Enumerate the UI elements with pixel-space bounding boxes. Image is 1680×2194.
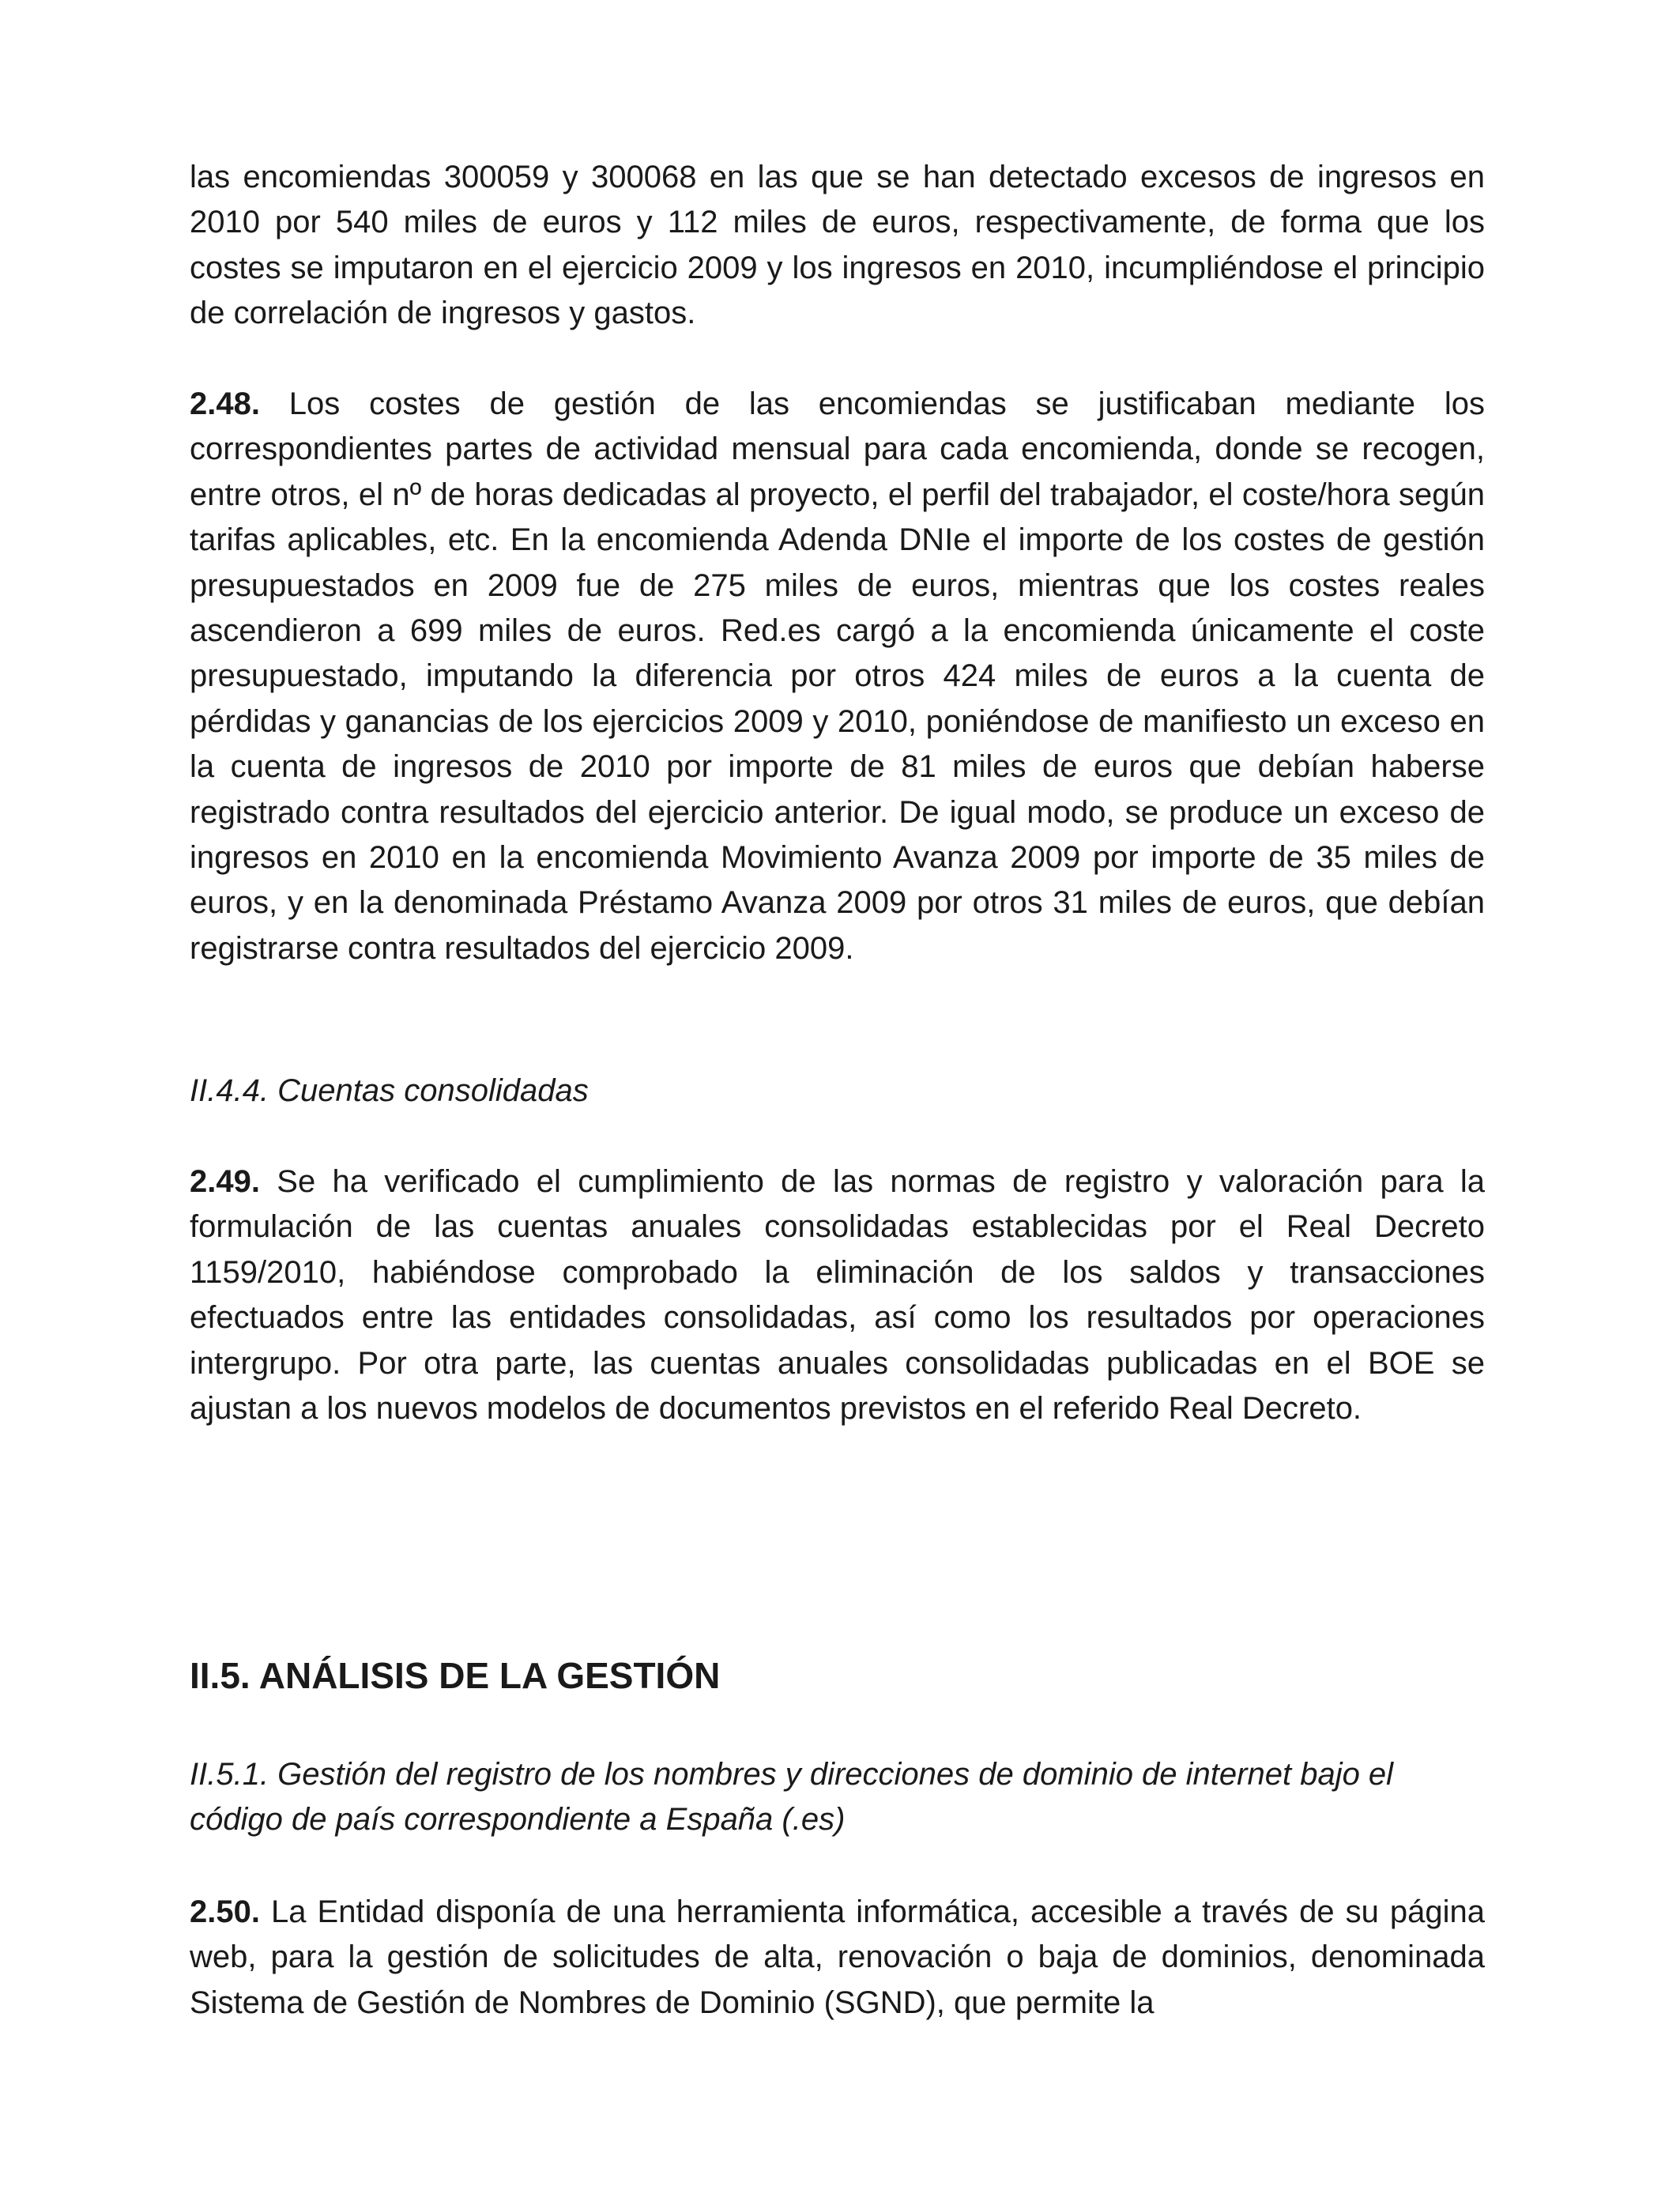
paragraph-intro [190,155,1485,337]
subsection-heading-ii-5-1: II.5.1. Gestión del registro de los nombres y direcciones de dominio de internet bajo el código de país correspondiente a España (.es) [190,1757,1394,1838]
paragraph-number: 2.50. [190,1894,260,1929]
paragraph-text: Los costes de gestión de las encomiendas se justificaban mediante los correspondientes partes de actividad mensual para cada encomienda, donde se recogen, entre otros, el nº de horas dedicadas al proyecto, el perfil del trabajador, el coste/hora según tarifas aplicables, etc. En la encomienda Adenda DNIe el importe de los costes de gestión presupuestados en 2009 fue de 275 miles de euros, mientras que los costes reales ascendieron a 699 miles de euros. Red.es cargó a la encomienda únicamente el coste presupuestado, imputando la diferencia por otros 424 miles de euros a la cuenta de pérdidas y ganancias de los ejercicios 2009 y 2010, poniéndose de manifiesto un exceso en la cuenta de ingresos de 2010 por importe de 81 miles de euros que debían haberse registrado contra resultados del ejercicio anterior. De igual modo, se produce un exceso de ingresos en 2010 en la encomienda Movimiento Avanza 2009 por importe de 35 miles de euros, y en la denominada Préstamo Avanza 2009 por otros 31 miles de euros, que debían registrarse contra resultados del ejercicio 2009. [190,386,1485,966]
paragraph-2-49 [190,1159,1485,1431]
paragraph-text: La Entidad disponía de una herramienta informática, accesible a través de su página web, para la gestión de solicitudes de alta, renovación o baja de dominios, denominada Sistema de Gestión de Nombres de Dominio (SGND), que permite la [190,1894,1486,2020]
section-heading-ii-5: II.5. ANÁLISIS DE LA GESTIÓN [190,1655,721,1696]
paragraph-2-48 [190,382,1485,971]
paragraph-text: las encomiendas 300059 y 300068 en las que se han detectado excesos de ingresos en 2010 por 540 miles de euros y 112 miles de euros, respectivamente, de forma que los costes se imputaron en el ejercicio 2009 y los ingresos en 2010, incumpliéndose el principio de correlación de ingresos y gastos. [190,160,1485,331]
paragraph-number: 2.48. [190,386,260,421]
paragraph-2-50 [190,1890,1485,2026]
paragraph-number: 2.49. [190,1164,260,1199]
paragraph-text: Se ha verificado el cumplimiento de las normas de registro y valoración para la formulación de las cuentas anuales consolidadas establecidas por el Real Decreto 1159/2010, habiéndose comprobado la eliminación de los saldos y transacciones efectuados entre las entidades consolidadas, así como los resultados por operaciones intergrupo. Por otra parte, las cuentas anuales consolidadas publicadas en el BOE se ajustan a los nuevos modelos de documentos previstos en el referido Real Decreto. [190,1164,1485,1427]
subsection-heading-ii-4-4: II.4.4. Cuentas consolidadas [190,1073,589,1108]
